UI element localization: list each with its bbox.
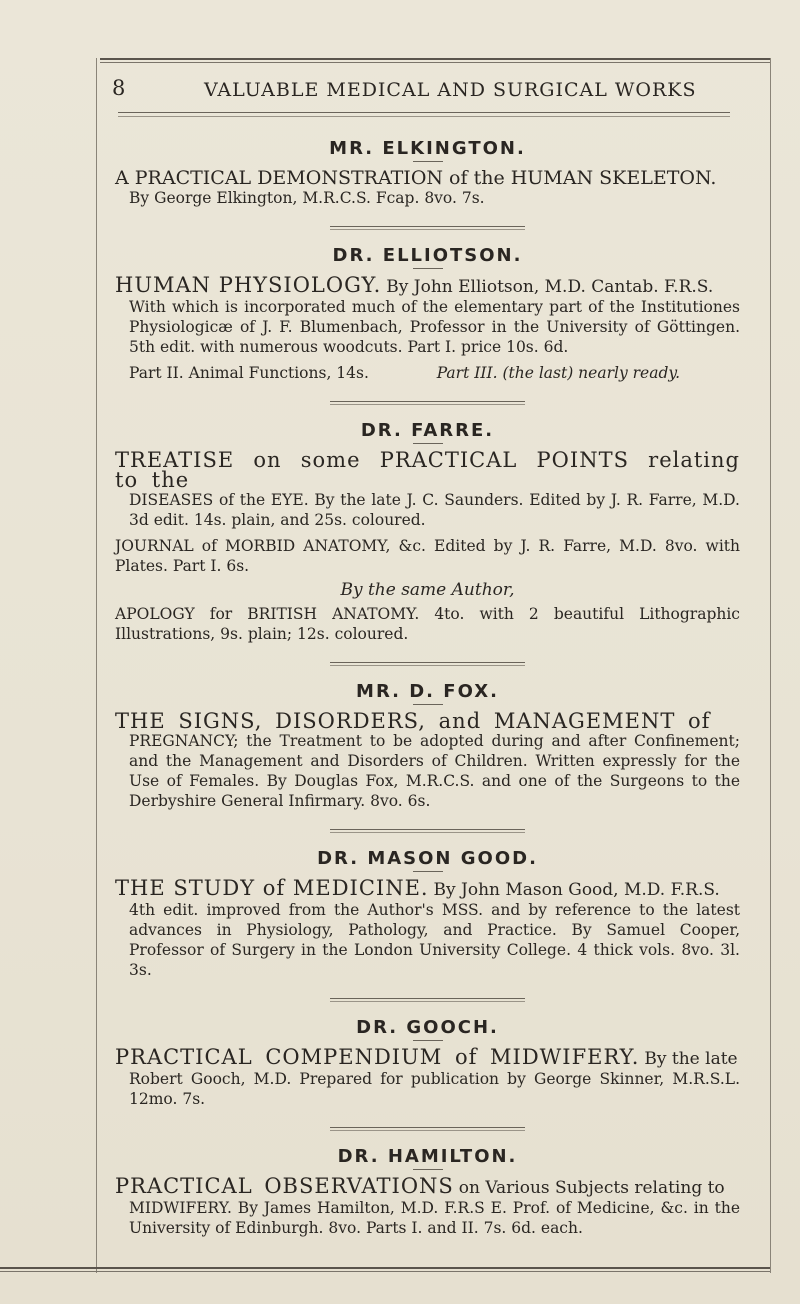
section-fox	[115, 681, 740, 811]
book-entry	[115, 275, 740, 383]
book-details: Robert Gooch, M.D. Prepared for publication by George Skinner, M.R.S.L. 12mo. 7s.	[129, 1070, 740, 1108]
section-separator	[330, 998, 525, 999]
section-elkington	[115, 138, 740, 208]
book-journal: JOURNAL of MORBID ANATOMY, &c. Edited by J. R. Farre, M.D. 8vo. with Plates. Part I. 6s.	[115, 537, 740, 575]
section-separator	[330, 1127, 525, 1128]
book-part-3: Part III. (the last) nearly ready.	[436, 364, 680, 382]
section-separator	[330, 226, 525, 227]
book-title-rest: By the late	[644, 1049, 738, 1069]
left-border	[96, 58, 97, 1273]
heading-ornament	[413, 871, 443, 872]
author-heading: DR. GOOCH.	[356, 1017, 499, 1038]
book-part-2: Part II. Animal Functions, 14s.	[129, 364, 369, 382]
section-separator	[330, 401, 525, 402]
book-details: PREGNANCY; the Treatment to be adopted during and after Confinement; and the Management and Disorders of Children. Written expressly for the Use of Females. By Douglas Fox, M.R.C.S. and one of the Surgeons to the Derbyshire General Infirmary. 8vo. 6s.	[129, 732, 740, 810]
book-title: A PRACTICAL DEMONSTRATION of the HUMAN SKELETON.	[115, 167, 717, 189]
header-rule	[118, 112, 730, 113]
author-heading: MR. D. FOX.	[356, 681, 499, 702]
book-title: PRACTICAL OBSERVATIONS	[115, 1174, 454, 1198]
heading-ornament	[413, 443, 443, 444]
bottom-border-rule	[0, 1267, 770, 1269]
author-heading: DR. ELLIOTSON.	[332, 245, 523, 266]
page-number: 8	[112, 76, 126, 100]
running-head	[112, 76, 752, 108]
book-details: By George Elkington, M.R.C.S. Fcap. 8vo. 7s.	[129, 189, 485, 207]
author-heading: DR. HAMILTON.	[337, 1146, 518, 1167]
book-entry	[115, 711, 740, 811]
book-title-rest: on Various Subjects relating to	[458, 1178, 725, 1198]
running-title: VALUABLE MEDICAL AND SURGICAL WORKS	[204, 79, 697, 101]
header-rule-thin	[118, 116, 730, 117]
section-mason-good	[115, 848, 740, 980]
book-entry	[115, 1176, 740, 1238]
book-entry	[115, 604, 740, 644]
same-author-note: By the same Author,	[340, 580, 515, 600]
right-border	[770, 58, 771, 1273]
book-entry	[115, 536, 740, 576]
book-entry	[115, 878, 740, 980]
section-separator	[330, 662, 525, 663]
section-gooch	[115, 1017, 740, 1109]
book-title: TREATISE on some PRACTICAL POINTS relating to the	[115, 448, 740, 492]
book-details: With which is incorporated much of the elementary part of the Institutiones Physiologicæ of J. F. Blumenbach, Professor in the University of Göttingen. 5th edit. with numerous woodcuts. Part I. price 10s. 6d.	[129, 298, 740, 356]
book-apology: APOLOGY for BRITISH ANATOMY. 4to. with 2 beautiful Lithographic Illustrations, 9s. plain; 12s. coloured.	[115, 605, 740, 643]
book-entry	[115, 168, 740, 208]
top-border-rule-thin	[100, 62, 770, 63]
book-title: PRACTICAL COMPENDIUM of MIDWIFERY.	[115, 1045, 640, 1069]
heading-ornament	[413, 1040, 443, 1041]
book-details: MIDWIFERY. By James Hamilton, M.D. F.R.S E. Prof. of Medicine, &c. in the University of Edinburgh. 8vo. Parts I. and II. 7s. 6d. each.	[129, 1199, 740, 1237]
book-entry	[115, 1047, 740, 1109]
section-hamilton	[115, 1146, 740, 1238]
section-separator	[330, 829, 525, 830]
book-details: DISEASES of the EYE. By the late J. C. Saunders. Edited by J. R. Farre, M.D. 3d edit. 14s. plain, and 25s. coloured.	[129, 491, 740, 529]
author-heading: DR. MASON GOOD.	[317, 848, 538, 869]
book-title-rest: By John Elliotson, M.D. Cantab. F.R.S.	[386, 277, 714, 297]
author-heading: DR. FARRE.	[360, 420, 495, 441]
book-details: 4th edit. improved from the Author's MSS. and by reference to the latest advances in Physiology, Pathology, and Practice. By Samuel Cooper, Professor of Surgery in the London University College. 4 thick vols. 8vo. 3l. 3s.	[129, 901, 740, 979]
book-title-rest: By John Mason Good, M.D. F.R.S.	[433, 880, 720, 900]
heading-ornament	[413, 1169, 443, 1170]
author-heading: MR. ELKINGTON.	[329, 138, 526, 159]
book-title: THE STUDY of MEDICINE.	[115, 876, 429, 900]
book-entry	[115, 450, 740, 530]
heading-ornament	[413, 161, 443, 162]
section-farre	[115, 420, 740, 644]
section-elliotson	[115, 245, 740, 383]
book-title: HUMAN PHYSIOLOGY.	[115, 273, 382, 297]
heading-ornament	[413, 704, 443, 705]
bottom-border-rule-thin	[0, 1271, 770, 1272]
heading-ornament	[413, 268, 443, 269]
book-parts	[115, 363, 740, 383]
top-border-rule	[100, 58, 770, 60]
book-title: THE SIGNS, DISORDERS, and MANAGEMENT of	[115, 709, 711, 733]
catalogue-content	[115, 130, 740, 1238]
